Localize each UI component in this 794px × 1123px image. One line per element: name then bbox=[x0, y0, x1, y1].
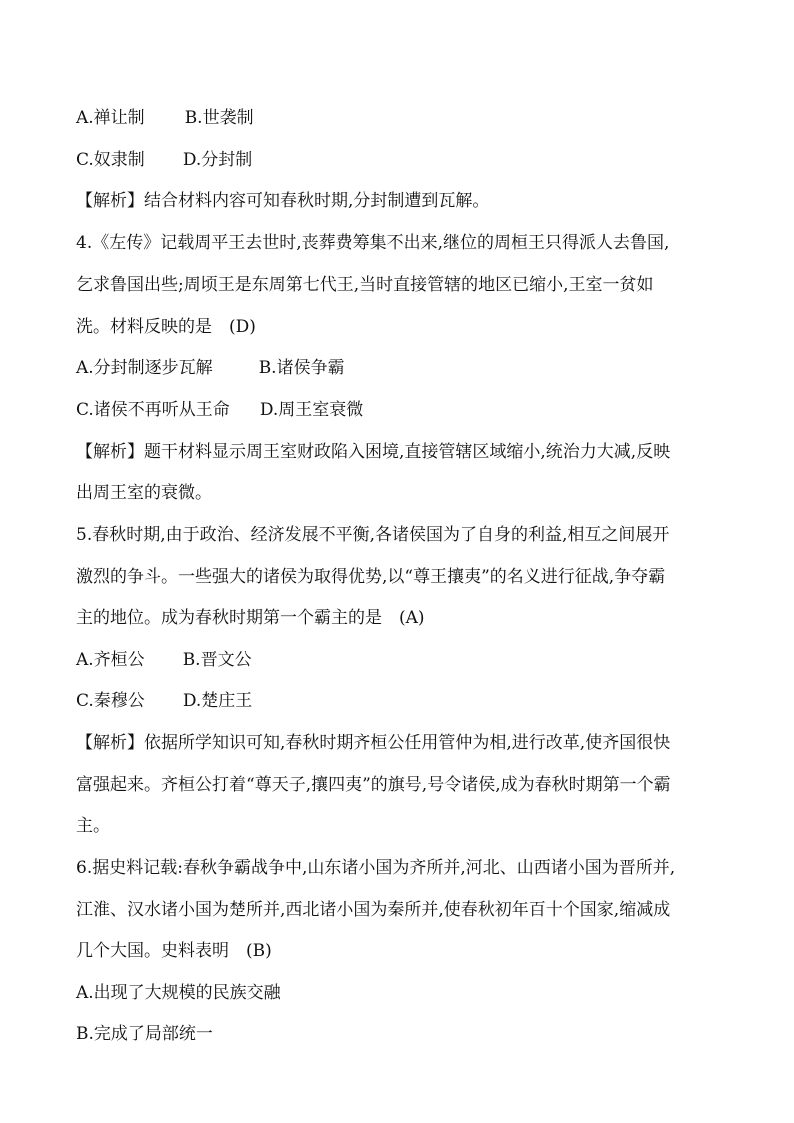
q5-option-d: D.楚庄王 bbox=[182, 691, 253, 711]
q4-stem-line-2: 乞求鲁国出些;周顷王是东周第七代王,当时直接管辖的地区已缩小,王室一贫如 bbox=[76, 275, 654, 295]
q5-analysis-line-3: 主。 bbox=[76, 816, 110, 836]
q5-analysis-line-1: 【解析】依据所学知识可知,春秋时期齐桓公任用管仲为相,进行改革,使齐国很快 bbox=[76, 733, 671, 753]
q3-analysis: 【解析】结合材料内容可知春秋时期,分封制遭到瓦解。 bbox=[76, 191, 490, 211]
q5-option-a: A.齐桓公 bbox=[76, 650, 145, 670]
q5-stem-line-2: 激烈的争斗。一些强大的诸侯为取得优势,以“尊王攘夷”的名义进行征战,争夺霸 bbox=[76, 567, 666, 587]
q3-option-a: A.禅让制 bbox=[76, 108, 145, 128]
q3-options-row-1 bbox=[76, 107, 726, 129]
q4-option-c: C.诸侯不再听从王命 bbox=[76, 400, 230, 420]
q5-options-row-1 bbox=[76, 649, 726, 671]
q5-options-row-2 bbox=[76, 690, 726, 712]
q6-stem-line-3: 几个大国。史料表明 (B) bbox=[76, 941, 272, 961]
q3-option-d: D.分封制 bbox=[182, 150, 253, 170]
q4-analysis-line-2: 出周王室的衰微。 bbox=[76, 483, 212, 503]
q6-option-a: A.出现了大规模的民族交融 bbox=[76, 983, 281, 1003]
q3-option-c: C.奴隶制 bbox=[76, 150, 145, 170]
q5-stem-line-1: 5.春秋时期,由于政治、经济发展不平衡,各诸侯国为了自身的利益,相互之间展开 bbox=[76, 525, 670, 545]
q4-options-row-1 bbox=[76, 357, 726, 379]
q4-options-row-2 bbox=[76, 399, 726, 421]
q3-options-row-2 bbox=[76, 149, 726, 171]
q4-stem-line-3: 洗。材料反映的是 (D) bbox=[76, 317, 256, 337]
q6-option-b: B.完成了局部统一 bbox=[76, 1024, 213, 1044]
q4-option-a: A.分封制逐步瓦解 bbox=[76, 358, 213, 378]
q5-option-c: C.秦穆公 bbox=[76, 691, 145, 711]
q5-analysis-line-2: 富强起来。齐桓公打着“尊天子,攘四夷”的旗号,号令诸侯,成为春秋时期第一个霸 bbox=[76, 775, 671, 795]
q4-option-b: B.诸侯争霸 bbox=[258, 358, 345, 378]
q4-option-d: D.周王室衰微 bbox=[259, 400, 364, 420]
q5-stem-line-3: 主的地位。成为春秋时期第一个霸主的是 (A) bbox=[76, 608, 425, 628]
q3-option-b: B.世袭制 bbox=[184, 108, 254, 128]
q4-stem-line-1: 4.《左传》记载周平王去世时,丧葬费筹集不出来,继位的周桓王只得派人去鲁国, bbox=[76, 233, 670, 253]
q4-analysis-line-1: 【解析】题干材料显示周王室财政陷入困境,直接管辖区域缩小,统治力大减,反映 bbox=[76, 442, 671, 462]
q6-stem-line-1: 6.据史料记载:春秋争霸战争中,山东诸小国为齐所并,河北、山西诸小国为晋所并, bbox=[76, 858, 676, 878]
q6-stem-line-2: 江淮、汉水诸小国为楚所并,西北诸小国为秦所并,使春秋初年百十个国家,缩减成 bbox=[76, 900, 671, 920]
q5-option-b: B.晋文公 bbox=[182, 650, 252, 670]
